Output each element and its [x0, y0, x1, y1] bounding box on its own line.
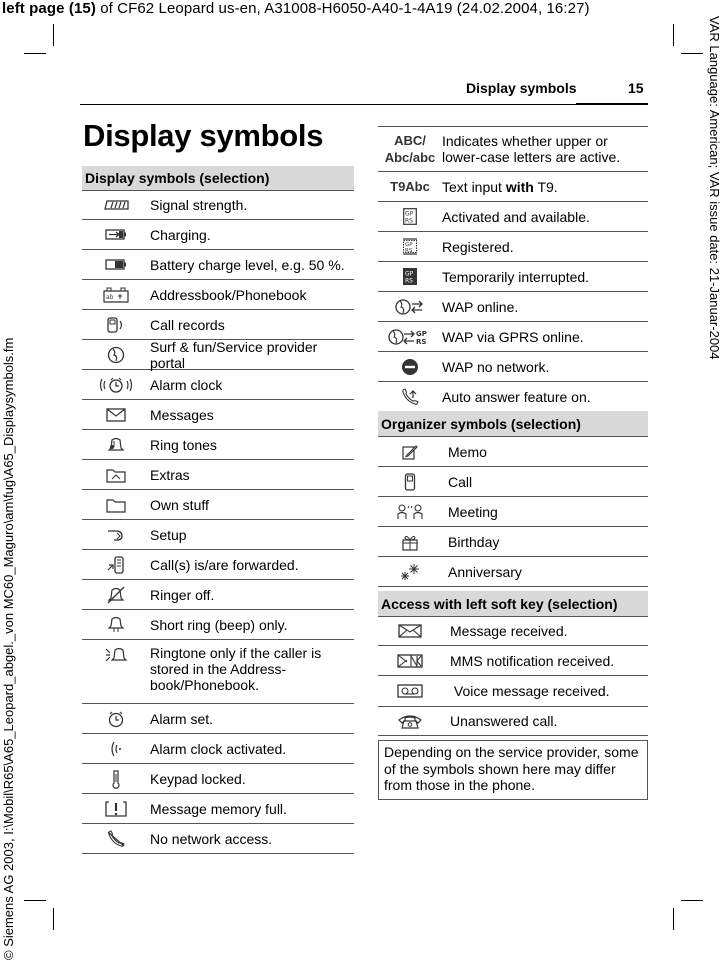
addressbook-icon — [82, 287, 150, 303]
table-row: Auto answer feature on. — [378, 382, 648, 412]
meeting-icon — [378, 503, 442, 521]
page-number: 15 — [628, 80, 644, 96]
table-row: Setup — [82, 520, 354, 550]
table-row: GP RS Registered. — [378, 232, 648, 262]
wap-gprs-icon — [378, 327, 442, 347]
crop-mark — [681, 900, 703, 901]
crop-mark — [673, 908, 674, 930]
table-row: Message received. — [378, 617, 648, 646]
table-row: Charging. — [82, 220, 354, 250]
display-symbols-table — [82, 166, 354, 854]
crop-mark — [673, 24, 674, 46]
gprs-interrupted-icon — [378, 268, 442, 285]
table-row: Alarm set. — [82, 704, 354, 734]
table-row: Keypad locked. — [82, 764, 354, 794]
svg-text:ab: ab — [106, 293, 114, 301]
message-received-icon — [378, 624, 442, 638]
table-row: ABC/ Abc/abc Indicates whether upper or lower-case letters are active. — [378, 127, 648, 172]
table-row: WAP online. — [378, 292, 648, 322]
table-row: Voice message received. — [378, 676, 648, 707]
ringtone-caller-icon — [82, 640, 150, 664]
gprs-registered-icon — [378, 238, 442, 255]
auto-answer-icon — [378, 388, 442, 406]
table-row: MMS notification received. — [378, 646, 648, 676]
table-row: GP RS WAP via GPRS online. — [378, 322, 648, 352]
mms-notification-icon — [378, 654, 442, 668]
alarm-clock-ringing-icon — [82, 376, 150, 394]
table-row: Meeting — [378, 497, 648, 527]
svg-text:GP: GP — [405, 210, 414, 218]
globe-icon — [82, 346, 150, 364]
table-row: Alarm clock — [82, 370, 354, 400]
signal-strength-icon — [82, 200, 150, 210]
header-rule — [576, 103, 648, 105]
header-separator — [80, 104, 576, 105]
running-header — [2, 0, 590, 17]
service-provider-note: Depending on the service provider, some of the symbols shown here may differ from those in the phone. — [378, 740, 648, 800]
setup-icon — [82, 527, 150, 543]
side-note-right: VAR Language: American; VAR issue date: 21-Januar-2004 — [707, 16, 722, 360]
anniversary-icon — [378, 562, 442, 582]
call-forward-icon — [82, 556, 150, 574]
table-row: Call — [378, 467, 648, 497]
voicemail-icon — [378, 684, 442, 698]
envelope-icon — [82, 408, 150, 422]
svg-text:RS: RS — [405, 217, 413, 225]
running-title: Display symbols — [466, 80, 577, 96]
table-row: Call records — [82, 310, 354, 340]
table-heading: Organizer symbols (selection) — [378, 411, 648, 437]
crop-mark — [681, 53, 703, 54]
abc-case-code: ABC/ Abc/abc — [384, 133, 436, 165]
table-row: Ringer off. — [82, 580, 354, 610]
svg-text:GP: GP — [405, 242, 413, 248]
page-title: Display symbols — [83, 118, 324, 153]
unanswered-call-icon — [378, 713, 442, 729]
ringtone-icon — [82, 436, 150, 454]
extras-icon — [82, 467, 150, 483]
table-row: Messages — [82, 400, 354, 430]
side-note-left: © Siemens AG 2003, I:\Mobil\R65\A65_Leopard_abgel._von MC60_Maguro\am\fug\A65_Displaysymbols.fm — [1, 337, 16, 960]
table-row: Alarm clock activated. — [82, 734, 354, 764]
table-row: T9Abc Text input with T9. — [378, 172, 648, 202]
svg-text:RS: RS — [405, 277, 413, 285]
table-row: Own stuff — [82, 490, 354, 520]
softkey-symbols-table — [378, 591, 648, 736]
running-header-bold: left page (15) — [2, 0, 96, 17]
organizer-symbols-table — [378, 411, 648, 587]
table-row: Battery charge level, e.g. 50 %. — [82, 250, 354, 280]
alarm-set-icon — [82, 710, 150, 728]
table-heading: Access with left soft key (selection) — [378, 591, 648, 617]
table-row: Extras — [82, 460, 354, 490]
battery-icon — [82, 259, 150, 270]
table-row: Message memory full. — [82, 794, 354, 824]
alarm-activated-icon — [82, 740, 150, 758]
short-ring-icon — [82, 616, 150, 634]
table-row: No network access. — [82, 824, 354, 854]
memo-icon — [378, 444, 442, 460]
table-row: Birthday — [378, 527, 648, 557]
svg-text:RS: RS — [405, 248, 413, 254]
table-row: Memo — [378, 437, 648, 467]
call-icon — [378, 473, 442, 491]
keypad-locked-icon — [82, 769, 150, 789]
table-row: Call(s) is/are forwarded. — [82, 550, 354, 580]
running-header-rest: of CF62 Leopard us-en, A31008-H6050-A40-1-4A19 (24.02.2004, 16:27) — [95, 0, 590, 17]
crop-mark — [53, 908, 54, 930]
charging-icon — [82, 229, 150, 240]
wap-online-icon — [378, 298, 442, 316]
table-row: Surf & fun/Service provider portal — [82, 340, 354, 370]
table-row: Signal strength. — [82, 191, 354, 220]
table-heading: Display symbols (selection) — [82, 166, 354, 191]
display-symbols-continued-table — [378, 126, 648, 412]
wap-no-network-icon — [378, 358, 442, 376]
table-row: Ringtone only if the caller is stored in the Address-book/Phonebook. — [82, 640, 354, 704]
table-row: Unanswered call. — [378, 707, 648, 736]
table-row: WAP no network. — [378, 352, 648, 382]
table-row: Ring tones — [82, 430, 354, 460]
no-network-icon — [82, 830, 150, 848]
table-row: ab Addressbook/Phonebook — [82, 280, 354, 310]
t9-code: T9Abc — [390, 179, 430, 194]
gprs-available-icon — [378, 208, 442, 225]
table-row: Anniversary — [378, 557, 648, 587]
table-row: GP RS Activated and available. — [378, 202, 648, 232]
svg-text:GP: GP — [405, 270, 414, 278]
birthday-icon — [378, 533, 442, 551]
call-records-icon — [82, 317, 150, 333]
ringer-off-icon — [82, 586, 150, 604]
svg-text:GP: GP — [416, 329, 427, 338]
memory-full-icon — [82, 801, 150, 817]
table-row: GP RS Temporarily interrupted. — [378, 262, 648, 292]
crop-mark — [24, 53, 46, 54]
crop-mark — [24, 900, 46, 901]
crop-mark — [53, 24, 54, 46]
table-row: Short ring (beep) only. — [82, 610, 354, 640]
folder-icon — [82, 497, 150, 513]
svg-text:RS: RS — [416, 337, 427, 346]
